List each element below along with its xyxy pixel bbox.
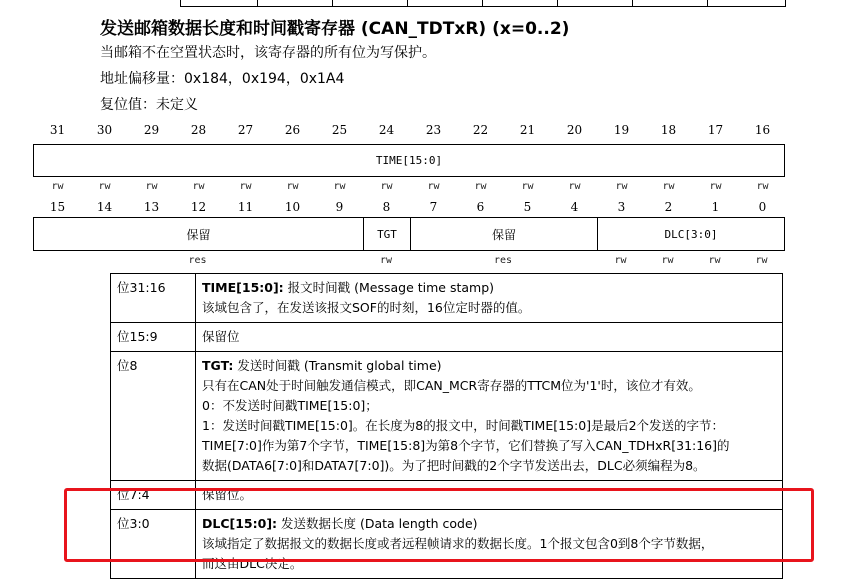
field-name: DLC[15:0]:: [202, 516, 278, 531]
access-label: rw: [145, 181, 158, 192]
description-line: 数据(DATA6[7:0]和DATA7[7:0])。为了把时间戳的2个字节发送出去，DLC必须编程为8。: [202, 458, 706, 473]
bit-number: 22: [472, 123, 489, 137]
reset-value: 复位值：未定义: [100, 97, 198, 113]
access-label: rw: [662, 181, 675, 192]
table-row: [111, 352, 783, 481]
bit-number: 5: [523, 200, 532, 214]
bit-number: 7: [429, 200, 438, 214]
description-line: 1：发送时间戳TIME[15:0]。在长度为8的报文中，时间戳TIME[15:0]是最后2个发送的字节：: [202, 418, 725, 433]
bit-number: 30: [96, 123, 113, 137]
access-label: rw: [615, 181, 628, 192]
field-name: TIME[15:0]:: [202, 280, 284, 295]
upper-access-row: [34, 181, 786, 192]
bit-number: 8: [382, 200, 391, 214]
dlc-highlight-box: [64, 488, 814, 562]
bit-range-cell: 位7:4: [111, 481, 196, 510]
bit-number: 28: [190, 123, 207, 137]
access-label: rw: [51, 181, 64, 192]
bit-number: 26: [284, 123, 301, 137]
field-title: 保留位: [202, 329, 240, 344]
bit-number: 17: [707, 123, 724, 137]
access-label: rw: [98, 181, 111, 192]
bit-number: 18: [660, 123, 677, 137]
access-label: rw: [239, 181, 252, 192]
description-line: 而这由DLC决定。: [202, 556, 303, 571]
description-line: TIME[7:0]作为第7个字节，TIME[15:8]为第8个字节，它们替换了写入CAN_TDHxR[31:16]的: [202, 438, 730, 453]
address-offset: 地址偏移量：0x184，0x194，0x1A4: [100, 71, 345, 87]
access-label: rw: [709, 181, 722, 192]
description-cell: [196, 352, 783, 481]
bit-number: 0: [758, 200, 767, 214]
description-cell: [196, 323, 783, 352]
bit-range-cell: 位3:0: [111, 510, 196, 579]
lower-access-row: [33, 255, 785, 269]
access-label: rw: [333, 181, 346, 192]
bit-number: 3: [617, 200, 626, 214]
bit-number: 15: [49, 200, 66, 214]
description-line: 该域包含了，在发送该报文SOF的时刻，16位定时器的值。: [202, 300, 531, 315]
reserved-field-a: 保留: [186, 227, 211, 242]
access-label: rw: [568, 181, 581, 192]
field-title: 发送时间戳 (Transmit global time): [233, 358, 442, 373]
bit-number: 23: [425, 123, 442, 137]
bit-number: 6: [476, 200, 485, 214]
table-row: [111, 323, 783, 352]
bit-range-cell: 位8: [111, 352, 196, 481]
access-label: rw: [427, 181, 440, 192]
bit-number: 10: [284, 200, 301, 214]
bit-number: 21: [519, 123, 536, 137]
access-label: rw: [614, 255, 627, 266]
bit-number: 2: [664, 200, 673, 214]
bit-number: 31: [49, 123, 66, 137]
access-label: rw: [755, 255, 768, 266]
bit-number: 20: [566, 123, 583, 137]
description-line: 只有在CAN处于时间触发通信模式，即CAN_MCR寄存器的TTCM位为'1'时，该位才有效。: [202, 378, 701, 393]
dlc-field: DLC[3:0]: [664, 227, 718, 241]
bit-range-cell: 位15:9: [111, 323, 196, 352]
field-name: TGT:: [202, 358, 234, 373]
description-line: 该域指定了数据报文的数据长度或者远程帧请求的数据长度。1个报文包含0到8个字节数据，: [202, 536, 714, 551]
description-cell: [196, 274, 783, 323]
bit-range-cell: 位31:16: [111, 274, 196, 323]
reserved-field-b: 保留: [491, 227, 516, 242]
bit-number: 24: [378, 123, 395, 137]
access-label: rw: [708, 255, 721, 266]
access-label: rw: [192, 181, 205, 192]
field-title: 发送数据长度 (Data length code): [277, 516, 478, 531]
bit-number: 4: [570, 200, 579, 214]
bit-number: 25: [331, 123, 348, 137]
write-protect-note: 当邮箱不在空置状态时，该寄存器的所有位为写保护。: [100, 45, 436, 61]
description-line: 0：不发送时间戳TIME[15:0]；: [202, 398, 378, 413]
bit-number: 12: [190, 200, 207, 214]
access-label: rw: [756, 181, 769, 192]
bit-number: 16: [754, 123, 771, 137]
bit-number: 9: [335, 200, 344, 214]
table-row: [111, 274, 783, 323]
lower-bit-numbers: [34, 200, 786, 214]
upper-bit-numbers: [34, 123, 786, 137]
access-label: res: [188, 255, 207, 266]
bit-number: 1: [711, 200, 720, 214]
field-title: 保留位。: [202, 487, 253, 502]
section-title: 发送邮箱数据长度和时间戳寄存器 (CAN_TDTxR) (x=0..2): [100, 19, 570, 39]
bit-number: 14: [96, 200, 113, 214]
access-label: rw: [286, 181, 299, 192]
access-label: rw: [380, 181, 393, 192]
access-label: rw: [474, 181, 487, 192]
access-label: rw: [661, 255, 674, 266]
bit-number: 27: [237, 123, 254, 137]
bit-number: 19: [613, 123, 630, 137]
field-title: 报文时间戳 (Message time stamp): [283, 280, 495, 295]
lower-fields-box: [33, 217, 785, 251]
bit-number: 11: [237, 200, 254, 214]
tgt-field: TGT: [377, 227, 397, 241]
time-field-box: [33, 144, 785, 177]
access-label: res: [493, 255, 513, 266]
access-label: rw: [379, 255, 393, 266]
bit-number: 13: [143, 200, 160, 214]
previous-table-edge: [180, 0, 786, 7]
access-label: rw: [521, 181, 534, 192]
time-field-label: TIME[15:0]: [375, 154, 443, 167]
bit-number: 29: [143, 123, 160, 137]
